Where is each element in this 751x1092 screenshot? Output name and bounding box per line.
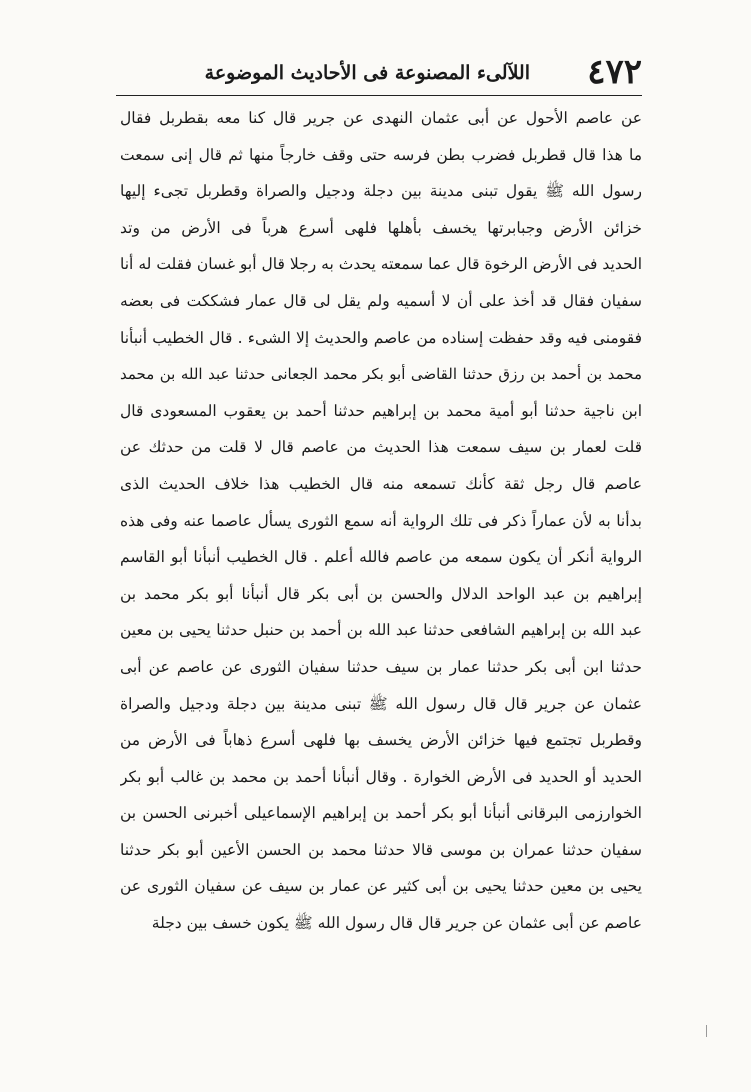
text-line: عثمان عن جرير قال قال رسول الله ﷺ تبنى مدينة بين دجلة ودجيل والصراة <box>120 694 642 713</box>
text-line: وقطربل تجتمع فيها خزائن الأرض يخسف بها فلهى أسرع ذهاباً فى الأرض من <box>120 731 642 750</box>
text-line: يحيى بن معين حدثنا يحيى بن أبى كثير عن عمار بن سيف عن سفيان الثورى عن <box>120 877 642 896</box>
text-line: سفيان حدثنا عمران بن موسى قالا حدثنا محمد بن الحسن الأعين أبو بكر حدثنا <box>120 840 642 859</box>
header-rule <box>116 95 642 96</box>
page-header <box>118 50 648 94</box>
body-text <box>120 100 642 942</box>
text-line: قلت لعمار بن سيف سمعت هذا الحديث من عاصم قال لا قلت من حدثك عن <box>120 438 642 457</box>
margin-mark <box>706 1025 707 1037</box>
text-line: عن عاصم الأحول عن أبى عثمان النهدى عن جرير قال كنا معه بقطربل فقال <box>120 109 642 127</box>
text-line: عاصم قال رجل ثقة كأنك تسمعه منه قال الخطيب هذا خلاف الحديث الذى <box>120 474 642 493</box>
text-line: ما هذا قال قطربل فضرب بطن فرسه حتى وقف خارجاً منها ثم قال إنى سمعت <box>120 145 642 164</box>
text-line: عبد الله بن إبراهيم الشافعى حدثنا عبد الله بن أحمد بن حنبل حدثنا يحيى بن معين <box>120 621 642 640</box>
running-title: اللآلىء المصنوعة فى الأحاديث الموضوعة <box>204 62 530 84</box>
text-line: بدأنا به لأن عماراً ذكر فى تلك الرواية أنه سمع الثورى يسأل عاصما عنه وفى هذه <box>120 511 642 530</box>
page-number: ٤٧٢ <box>587 52 642 92</box>
text-line: سفيان فقال قد أخذ على أن لا أسميه ولم يقل لى قال عمار فشككت فى بعضه <box>120 291 642 310</box>
text-line: الحديد أو الحديد فى الأرض الخوارة . وقال أنبأنا أحمد بن محمد بن غالب أبو بكر <box>120 767 642 786</box>
text-line: محمد بن أحمد بن رزق حدثنا القاضى أبو بكر محمد الجعانى حدثنا عبد الله بن محمد <box>120 365 642 384</box>
text-line: خزائن الأرض وجبابرتها يخسف بأهلها فلهى أسرع هرباً فى الأرض من وتد <box>120 218 642 237</box>
text-line: ابن ناجية حدثنا أبو أمية محمد بن إبراهيم حدثنا أحمد بن يعقوب المسعودى قال <box>120 401 642 420</box>
text-line: عاصم عن أبى عثمان عن جرير قال قال رسول الله ﷺ يكون خسف بين دجلة <box>151 914 642 933</box>
text-line: الحديد فى الأرض الرخوة قال عما سمعته يحدث به رجلا قال أبو غسان فقلت له أنا <box>120 255 642 274</box>
text-line: الخوارزمى البرقانى أنبأنا أبو بكر أحمد بن إبراهيم الإسماعيلى أخبرنى الحسن بن <box>120 804 642 823</box>
text-line: فقومنى فيه وقد حفظت إسناده من عاصم والحديث إلا الشىء . قال الخطيب أنبأنا <box>120 328 642 347</box>
text-line: حدثنا ابن أبى بكر حدثنا عمار بن سيف حدثنا سفيان الثورى عن عاصم عن أبى <box>120 657 642 676</box>
text-line: إبراهيم بن عبد الواحد الدلال والحسن بن أبى بكر قال أنبأنا أبو بكر محمد بن <box>120 584 642 603</box>
text-line: رسول الله ﷺ يقول تبنى مدينة بين دجلة ودجيل والصراة وقطربل تجىء إليها <box>120 182 642 201</box>
text-line: الرواية أنكر أن يكون سمعه من عاصم فالله أعلم . قال الخطيب أنبأنا أبو القاسم <box>120 548 642 567</box>
